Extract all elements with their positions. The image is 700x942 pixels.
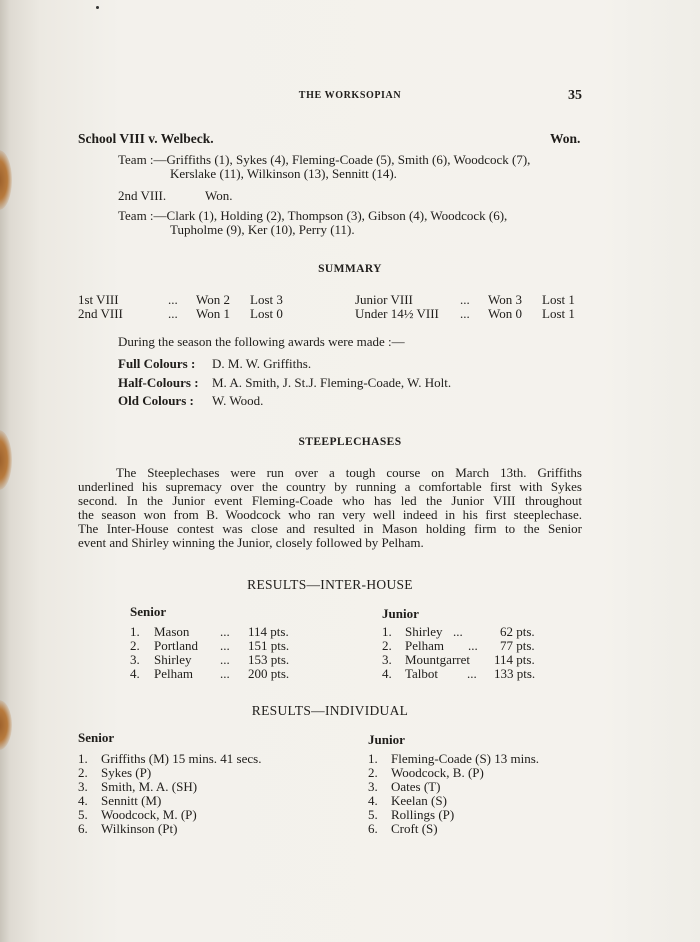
position: 3. (382, 652, 392, 667)
dots: ... (220, 652, 230, 667)
points: 200 pts. (248, 666, 290, 681)
dots: ... (168, 306, 178, 321)
team-name: 1st VIII (78, 292, 119, 307)
dots: ... (168, 292, 178, 307)
position: 3. (78, 779, 88, 794)
position: 5. (368, 807, 378, 822)
dots: ... (220, 624, 230, 639)
position: 2. (382, 638, 392, 653)
points: 153 pts. (248, 652, 290, 667)
won: Won 1 (196, 306, 230, 321)
house: Pelham (154, 666, 193, 681)
position: 1. (78, 751, 88, 766)
points: 133 pts. (494, 666, 536, 681)
runner: Woodcock, B. (P) (391, 765, 484, 780)
individual-heading: RESULTS—INDIVIDUAL (251, 703, 409, 718)
runner: Griffiths (M) 15 mins. 41 secs. (101, 751, 262, 766)
house: Shirley (154, 652, 192, 667)
runner: Rollings (P) (391, 807, 455, 822)
page-number: 35 (568, 88, 582, 103)
runner: Keelan (S) (391, 793, 447, 808)
paragraph-line: the season won from B. Woodcock who ran very well indeed in his first steeplechase. (78, 507, 582, 522)
dots: ... (467, 666, 477, 681)
runner: Wilkinson (Pt) (101, 821, 178, 836)
team1-line2: Kerslake (11), Wilkinson (13), Sennitt (14). (170, 166, 397, 181)
runner: Sykes (P) (101, 765, 152, 780)
points: 114 pts. (248, 624, 289, 639)
paragraph-line: event and Shirley winning the Junior, closely followed by Pelham. (78, 535, 424, 550)
runner: Sennitt (M) (101, 793, 162, 808)
match-result: Won. (550, 131, 581, 146)
dots: ... (460, 306, 470, 321)
position: 4. (368, 793, 378, 808)
runner: Smith, M. A. (SH) (101, 779, 198, 794)
summary-heading: SUMMARY (318, 263, 382, 275)
won: Won 3 (488, 292, 522, 307)
house: Shirley (405, 624, 443, 639)
team1-line1: Team :—Griffiths (1), Sykes (4), Fleming-Coade (5), Smith (6), Woodcock (7), (118, 152, 531, 167)
dots: ... (220, 638, 230, 653)
senior-label: Senior (78, 730, 115, 745)
position: 3. (368, 779, 378, 794)
position: 2. (368, 765, 378, 780)
position: 1. (382, 624, 392, 639)
points: 151 pts. (248, 638, 290, 653)
senior-label: Senior (130, 604, 167, 619)
running-title: THE WORKSOPIAN (298, 90, 402, 101)
paragraph-line: second. In the Junior event Fleming-Coade who has led the Junior VIII throughout (78, 493, 582, 508)
runner: Oates (T) (391, 779, 441, 794)
position: 6. (78, 821, 88, 836)
house: Portland (154, 638, 199, 653)
position: 2. (78, 765, 88, 780)
junior-label: Junior (382, 606, 419, 621)
team-name: 2nd VIII (78, 306, 123, 321)
team2-line2: Tupholme (9), Ker (10), Perry (11). (170, 222, 355, 237)
ink-dot (96, 6, 99, 9)
stain (0, 150, 12, 210)
lost: Lost 3 (250, 292, 283, 307)
position: 1. (130, 624, 140, 639)
paragraph-line: underlined his supremacy over the country by running a comfortable first with Sykes (78, 479, 582, 494)
house: Talbot (405, 666, 439, 681)
runner: Fleming-Coade (S) 13 mins. (391, 751, 540, 766)
runner: Woodcock, M. (P) (101, 807, 197, 822)
points: 77 pts. (500, 638, 535, 653)
position: 4. (78, 793, 88, 808)
position: 4. (382, 666, 392, 681)
dots: ... (468, 638, 478, 653)
award-names: W. Wood. (212, 393, 264, 408)
junior-label: Junior (368, 732, 405, 747)
second-result: Won. (205, 188, 233, 203)
lost: Lost 1 (542, 306, 575, 321)
steeplechases-heading: STEEPLECHASES (298, 436, 402, 448)
position: 1. (368, 751, 378, 766)
team-name: Junior VIII (355, 292, 413, 307)
won: Won 0 (488, 306, 522, 321)
awards-intro: During the season the following awards were made :— (118, 334, 405, 349)
paragraph-line: The Steeplechases were run over a tough course on March 13th. Griffiths (116, 465, 582, 480)
match-title: School VIII v. Welbeck. (78, 131, 214, 146)
house: Mason (154, 624, 190, 639)
award-label: Half-Colours : (118, 375, 199, 390)
dots: ... (453, 624, 463, 639)
position: 5. (78, 807, 88, 822)
points: 62 pts. (500, 624, 535, 639)
position: 4. (130, 666, 140, 681)
award-label: Old Colours : (118, 393, 194, 408)
house: Pelham (405, 638, 444, 653)
position: 3. (130, 652, 140, 667)
runner: Croft (S) (391, 821, 438, 836)
dots: ... (220, 666, 230, 681)
dots: ... (460, 292, 470, 307)
second-title: 2nd VIII. (118, 188, 167, 203)
award-names: D. M. W. Griffiths. (212, 356, 312, 371)
points: 114 pts. (494, 652, 535, 667)
position: 6. (368, 821, 378, 836)
position: 2. (130, 638, 140, 653)
award-names: M. A. Smith, J. St.J. Fleming-Coade, W. Holt. (212, 375, 452, 390)
paragraph-line: The Inter-House contest was close and resulted in Mason holding firm to the Senior (78, 521, 582, 536)
lost: Lost 1 (542, 292, 575, 307)
team2-line1: Team :—Clark (1), Holding (2), Thompson (3), Gibson (4), Woodcock (6), (118, 208, 508, 223)
team-name: Under 14½ VIII (355, 306, 439, 321)
lost: Lost 0 (250, 306, 283, 321)
inter-house-heading: RESULTS—INTER-HOUSE (247, 577, 413, 592)
house: Mountgarret (405, 652, 470, 667)
award-label: Full Colours : (118, 356, 196, 371)
won: Won 2 (196, 292, 230, 307)
